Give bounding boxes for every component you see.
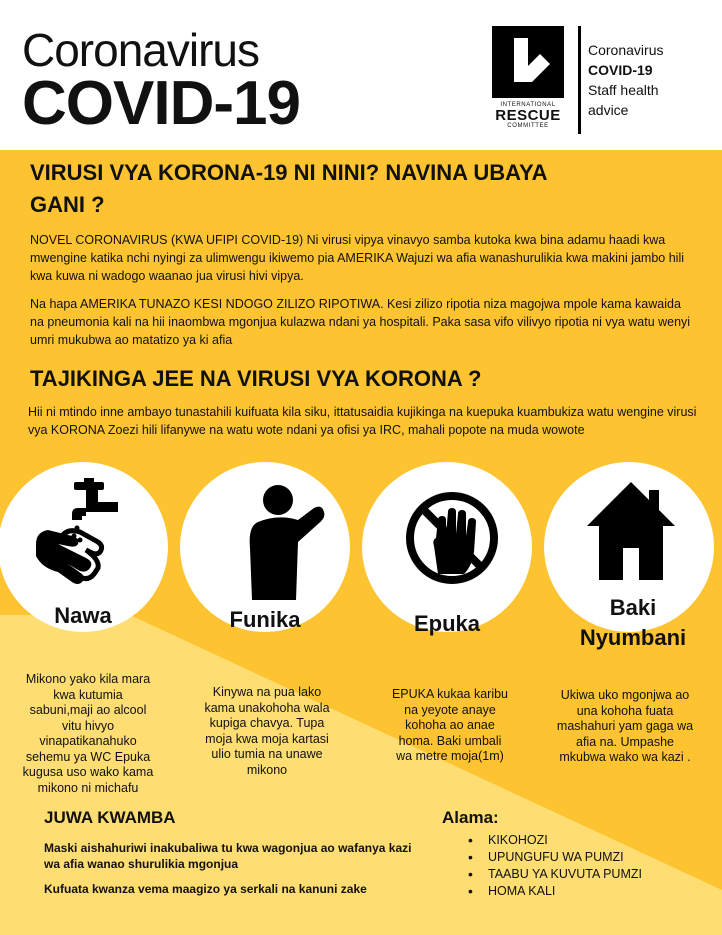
header-side-text (588, 40, 663, 120)
list-item: • HOMA KALI (468, 883, 642, 900)
logo-text-rescue: RESCUE (495, 107, 561, 124)
side-text-line3: Staff health (588, 82, 659, 98)
label-nyumbani: Nyumbani (579, 625, 687, 650)
section1-paragraph1: NOVEL CORONAVIRUS (KWA UFIPI COVID-19) Ni virusi vipya vinavyo samba kutoka kwa bina adamu haadi kwa mwengine katika nchi nyingi za ulimwengu ikiwemo pia AMERIKA Wajuzi wa afia wanashurulikia kwa makini jambo hili kwa kuwa ni wadogo waanao jua virusi hivi vipya. (30, 233, 684, 283)
hand-washing-icon (28, 478, 128, 588)
label-nawa: Nawa (54, 603, 112, 628)
header-divider (578, 26, 581, 134)
juwa-kwamba-title: JUWA KWAMBA (44, 808, 176, 827)
list-item: • TAABU YA KUVUTA PUMZI (468, 866, 642, 883)
title-covid19: COVID-19 (22, 69, 300, 138)
juwa-kwamba-line1: Maski aishahuriwi inakubaliwa tu kwa wagonjua ao wafanya kazi wa afia wanao shurulikia mgonjua (44, 841, 412, 871)
juwa-kwamba-line2: Kufuata kwanza vema maagizo ya serkali na kanuni zake (44, 882, 367, 896)
logo-text-committee: COMMITTEE (507, 123, 549, 129)
section2-paragraph: Hii ni mtindo inne ambayo tunastahili kuifuata kila siku, ittatusaidia kujikinga na kuepuka kuambukiza watu wengine virusi vya KORONA Zoezi hili lifanywe na watu wote ndani ya ofisi ya IRC, mahali popote na muda wowote (28, 405, 697, 437)
house-icon (585, 478, 677, 582)
section2-heading: TAJIKINGA JEE NA VIRUSI VYA KORONA ? (30, 366, 482, 391)
label-funika: Funika (229, 607, 301, 632)
section1-paragraph2: Na hapa AMERIKA TUNAZO KESI NDOGO ZILIZO RIPOTIWA. Kesi zilizo ripotia niza magojwa mpole kama kawaida na pneumonia kali na hii inaombwa mgonjua kulazwa ndani ya hospitali. Paka sasa vifo vilivyo ripotia ni vya watu wenyi umri mukubwa ao matatizo ya ki afia (30, 297, 691, 347)
alama-title: Alama: (442, 808, 499, 827)
side-text-line2: COVID-19 (588, 62, 653, 78)
side-text-line1: Coronavirus (588, 42, 664, 58)
desc-epuka: EPUKA kukaa karibu na yeyote anaye kohoha ao anae homa. Baki umbali wa metre moja(1m) (391, 687, 509, 763)
irc-logo-text (492, 102, 564, 129)
section1-heading-line1: VIRUSI VYA KORONA-19 NI NINI? NAVINA UBAYA (30, 160, 548, 185)
logo-text-international: INTERNATIONAL (500, 102, 556, 108)
desc-nawa: Mikono yako kila mara kwa kutumia sabuni,maji ao alcool vitu hivyo vinapatikanahuko sehemu ya WC Epuka kugusa uso wako kama mikono ni michafu (22, 672, 154, 795)
symptoms-list (468, 832, 642, 900)
label-baki: Baki (609, 595, 657, 620)
irc-logo (492, 26, 564, 134)
title-coronavirus: Coronavirus (22, 24, 259, 76)
irc-logo-mark (492, 26, 564, 98)
desc-baki-nyumbani: Ukiwa uko mgonjwa ao una kohoha fuata mashahuri yam gaga wa afia na. Umpashe mkubwa wako wa kazi . (556, 688, 694, 764)
section1-heading-line2: GANI ? (30, 192, 105, 217)
side-text-line4: advice (588, 102, 629, 118)
cough-cover-icon (238, 482, 328, 602)
list-item: • UPUNGUFU WA PUMZI (468, 849, 642, 866)
desc-funika: Kinywa na pua lako kama unakohoha wala kupiga chavya. Tupa moja kwa moja kartasi ulio tumia na unawe mikono (204, 685, 330, 777)
list-item: • KIKOHOZI (468, 832, 642, 849)
stop-hand-icon (404, 490, 500, 586)
label-epuka: Epuka (413, 611, 481, 636)
